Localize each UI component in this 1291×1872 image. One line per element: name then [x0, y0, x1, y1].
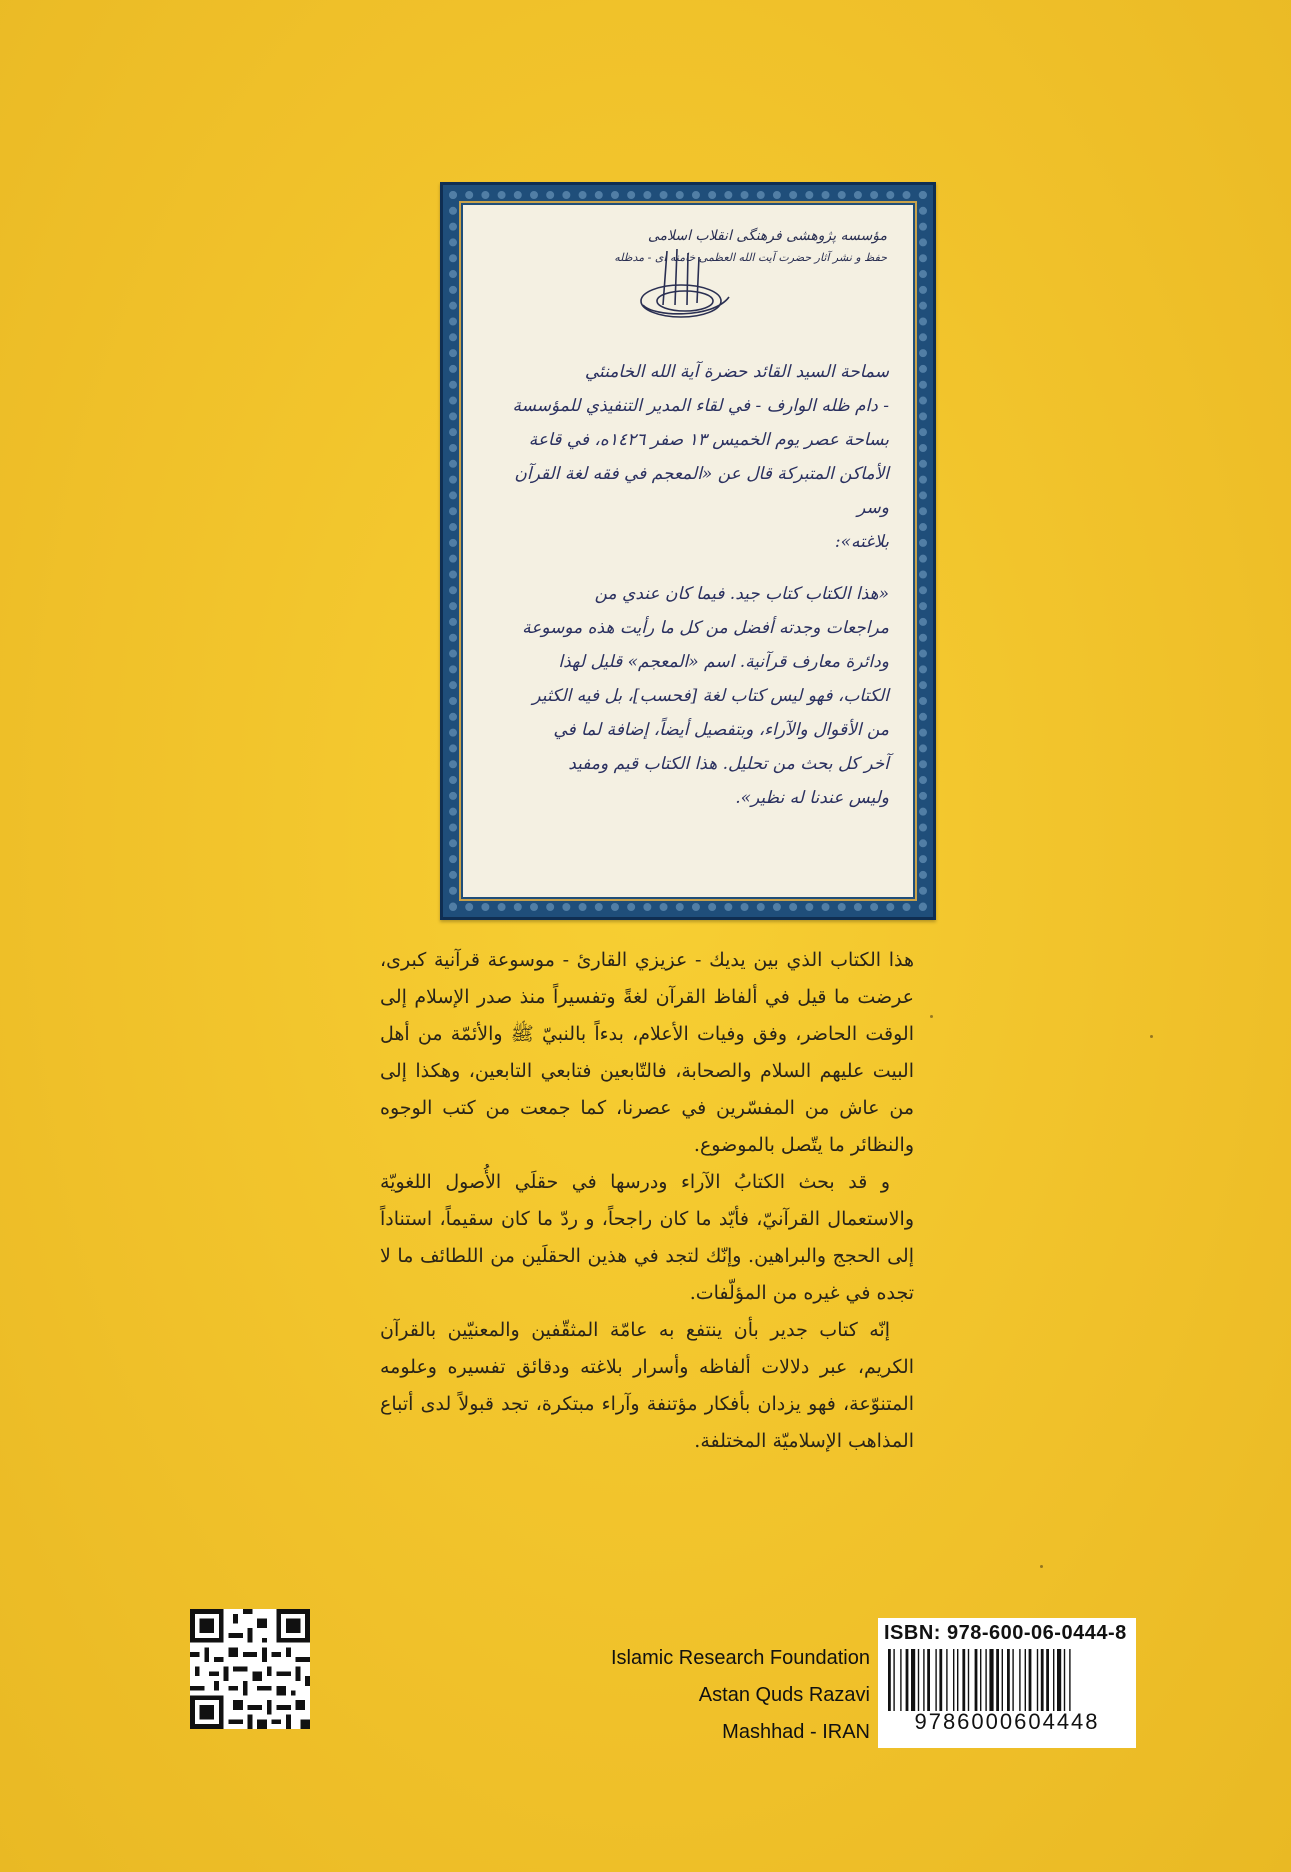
- hand-line: بلاغته»:: [834, 532, 889, 552]
- blurb-paragraph: إنّه كتاب جدير بأن ينتفع به عامّة المثقّفين والمعنيّين بالقرآن الكريم، عبر دلالات ألفاظه وأسرار بلاغته ودقائق تفسيره وعلومه المتنوّعة، فهو يزدان بأفكار مؤتنفة وآراء مبتكرة، تجد قبولاً لدى أتباع المذاهب الإسلاميّة المختلفة.: [380, 1319, 914, 1452]
- blurb-paragraph: هذا الكتاب الذي بين يديك - عزيزي القارئ - موسوعة قرآنية كبرى، عرضت ما قيل في ألفاظ القرآن لغةً وتفسيراً منذ صدر الإسلام إلى الوقت الحاضر، وفق وفيات الأعلام، بدءاً بالنبيّ ﷺ والأئمّة من أهل البيت عليهم السلام والصحابة، فالتّابعين فتابعي التابعين، وهكذا إلى من عاش من المفسّرين في عصرنا، كما جمعت من كتب الوجوه والنظائر ما يتّصل بالموضوع.: [380, 949, 914, 1156]
- publisher-org: Astan Quds Razavi: [698, 1684, 870, 1706]
- letter-frame: [440, 182, 936, 920]
- hand-line: ودائرة معارف قرآنية. اسم «المعجم» قليل لهذا: [558, 652, 889, 672]
- isbn-digits: 9786000604448: [914, 1709, 1100, 1734]
- qr-code-icon: [190, 1609, 310, 1729]
- hand-line: سماحة السيد القائد حضرة آية الله الخامنئي: [584, 362, 889, 382]
- publisher-name: Islamic Research Foundation: [610, 1647, 870, 1669]
- hand-line: «هذا الكتاب كتاب جيد. فيما كان عندي من: [594, 584, 889, 604]
- publisher-city: Mashhad - IRAN: [722, 1721, 870, 1743]
- hand-line: آخر كل بحث من تحليل. هذا الكتاب قيم ومفيد: [568, 754, 889, 774]
- handwritten-letter: [463, 205, 913, 897]
- hand-line: مراجعات وجدته أفضل من كل ما رأيت هذه موسوعة: [522, 618, 889, 638]
- barcode-icon: [884, 1649, 1128, 1711]
- letterhead-subtitle: حفظ و نشر آثار حضرت آیت الله العظمی خامنه ای - مدظله: [614, 251, 887, 264]
- hand-line: - دام ظله الوارف - في لقاء المدير التنفيذي للمؤسسة: [512, 396, 889, 416]
- handwritten-text: [481, 355, 889, 815]
- hand-line: من الأقوال والآراء، وبتفصيل أيضاً، إضافة لما في: [553, 720, 889, 740]
- hand-line: الكتاب، فهو ليس كتاب لغة [فحسب]، بل فيه الكثير: [532, 686, 889, 706]
- isbn-label: ISBN: 978-600-06-0444-8: [884, 1622, 1127, 1644]
- publisher-info: [560, 1640, 870, 1751]
- tughra-seal-icon: [633, 245, 733, 325]
- blurb-text: [380, 942, 914, 1460]
- letterhead-title: مؤسسه پژوهشی فرهنگی انقلاب اسلامی: [647, 228, 887, 244]
- blurb-paragraph: و قد بحث الكتابُ الآراء ودرسها في حقلَي الأُصول اللغويّة والاستعمال القرآنيّ، فأيّد ما كان راجحاً، و ردّ ما كان سقيماً، استناداً إلى الحجج والبراهين. وإنّك لتجد في هذين الحقلَين من اللطائف ما لا تجده في غيره من المؤلّفات.: [380, 1171, 914, 1304]
- hand-line: وليس عندنا له نظير».: [735, 788, 889, 808]
- isbn-barcode: [878, 1618, 1136, 1748]
- hand-line: الأماكن المتبركة قال عن «المعجم في فقه لغة القرآن وسر: [514, 464, 889, 518]
- hand-line: بساحة عصر يوم الخميس ١٣ صفر ١٤٢٦ه، في قاعة: [528, 430, 889, 450]
